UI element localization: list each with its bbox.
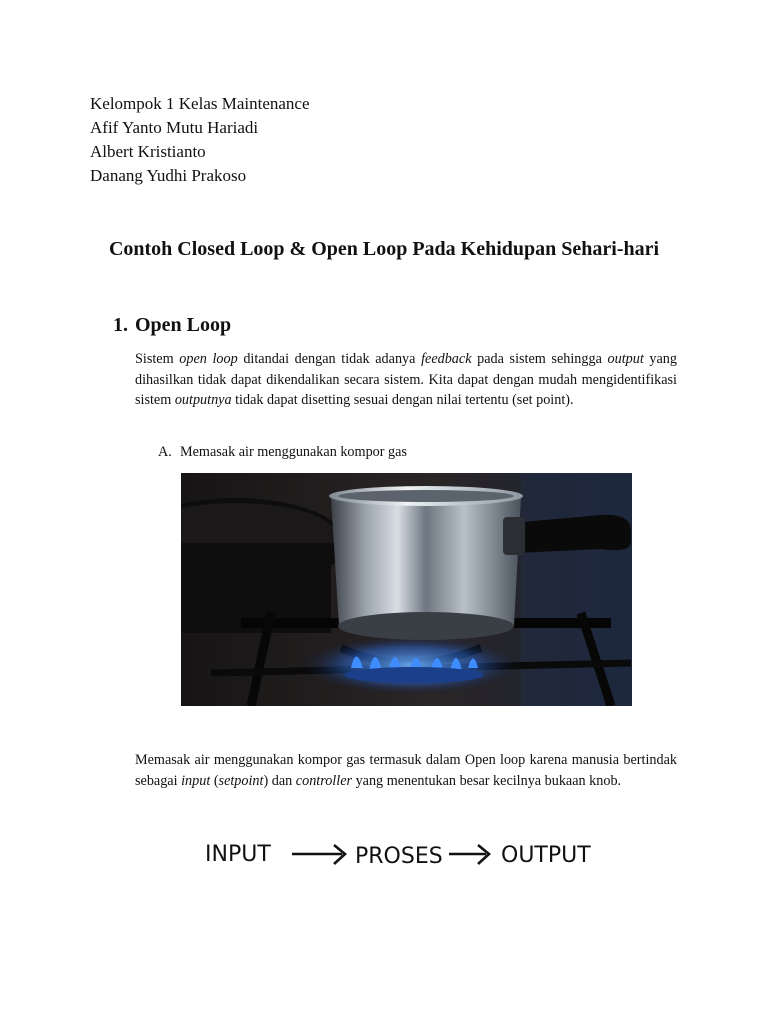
diagram-input-label: INPUT bbox=[205, 842, 271, 867]
italic-term: outputnya bbox=[174, 392, 232, 408]
italic-term: open loop bbox=[179, 351, 238, 367]
member-name: Danang Yudhi Prakoso bbox=[90, 166, 247, 185]
subitem-text: Memasak air menggunakan kompor gas bbox=[180, 444, 407, 460]
section-title: Open Loop bbox=[135, 314, 232, 336]
text-run: yang dihasilkan tidak dapat dikendalikan secara sistem. Kita dapat dengan mudah mengidentifikasi sistem bbox=[135, 351, 677, 408]
text-run: Sistem bbox=[135, 351, 180, 367]
section-heading bbox=[113, 312, 231, 338]
diagram-process-label: PROSES bbox=[355, 844, 443, 869]
italic-term: setpoint bbox=[218, 772, 264, 789]
italic-term: feedback bbox=[421, 351, 472, 367]
group-label: Kelompok 1 Kelas Maintenance bbox=[90, 94, 310, 113]
arrow-icon bbox=[292, 845, 345, 864]
document-title: Contoh Closed Loop & Open Loop Pada Kehidupan Sehari-hari bbox=[108, 238, 660, 260]
text-run: Memasak air menggunakan kompor gas termasuk dalam Open loop karena manusia bertindak sebagai bbox=[135, 752, 677, 789]
italic-term: controller bbox=[295, 772, 353, 789]
text-run: ditandai dengan tidak adanya bbox=[237, 351, 422, 367]
italic-term: output bbox=[607, 351, 644, 367]
member-name: Albert Kristianto bbox=[90, 142, 206, 161]
text-run: yang menentukan besar kecilnya bukaan knob. bbox=[352, 772, 622, 789]
text-run: pada sistem sehingga bbox=[471, 351, 608, 367]
intro-paragraph bbox=[135, 349, 677, 411]
arrow-icon bbox=[449, 845, 489, 864]
open-loop-diagram bbox=[0, 836, 768, 876]
text-run: tidak dapat disetting sesuai dengan nilai tertentu (set point). bbox=[231, 392, 574, 408]
explanation-paragraph bbox=[135, 750, 677, 791]
gas-stove-photo bbox=[181, 473, 632, 706]
section-number: 1. bbox=[113, 314, 128, 336]
member-name: Afif Yanto Mutu Hariadi bbox=[90, 118, 259, 137]
diagram-output-label: OUTPUT bbox=[501, 843, 591, 868]
italic-term: input bbox=[181, 772, 211, 789]
text-run: ( bbox=[210, 772, 219, 789]
text-run: ) dan bbox=[263, 772, 296, 789]
subitem-letter: A. bbox=[158, 444, 172, 460]
subitem bbox=[158, 442, 407, 462]
